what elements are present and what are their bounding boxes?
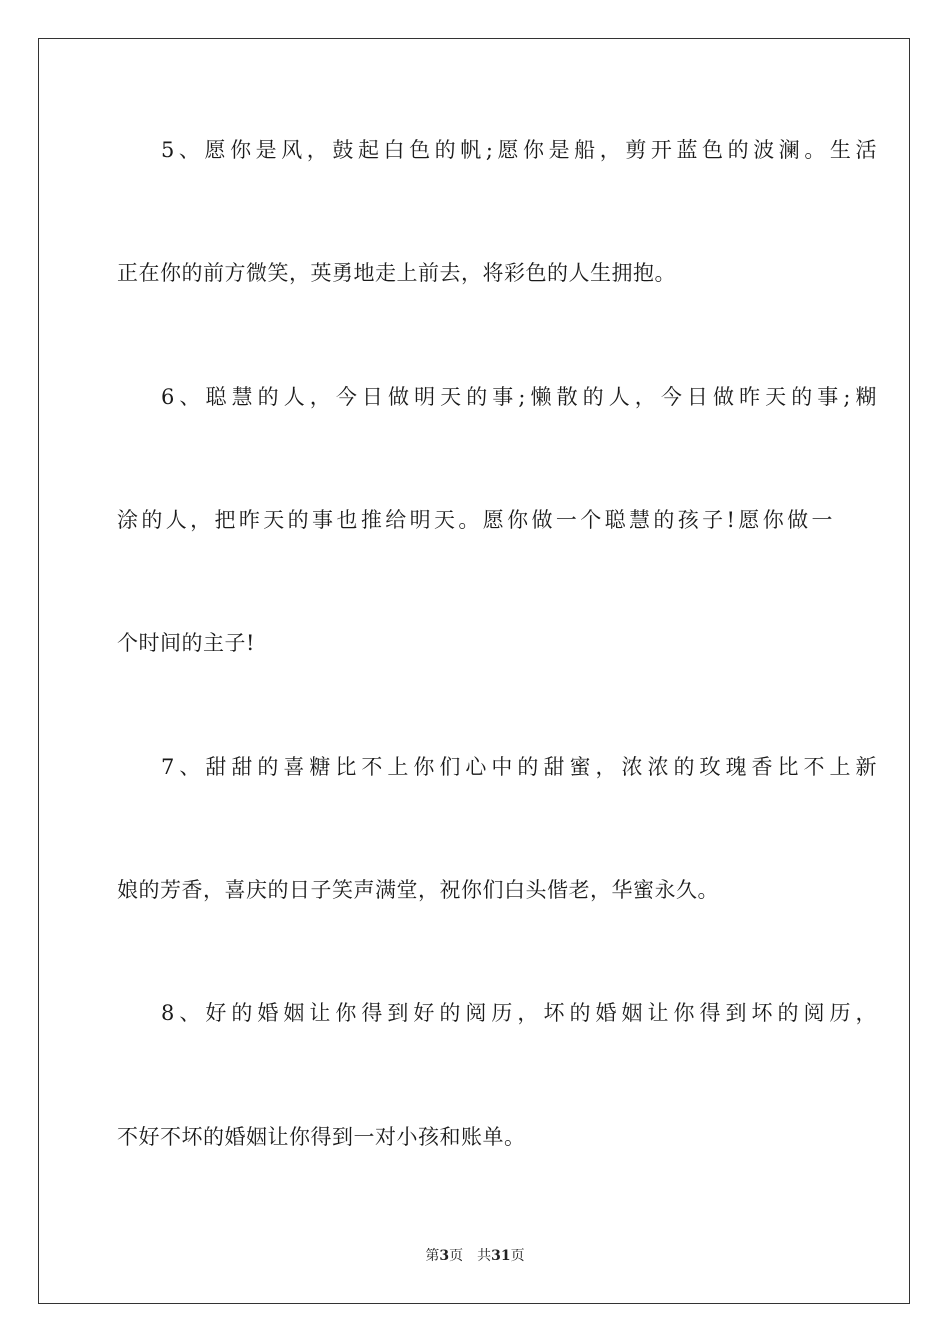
paragraph-7-line-1: 7、甜甜的喜糖比不上你们心中的甜蜜，浓浓的玫瑰香比不上新 bbox=[161, 755, 877, 779]
footer-total-suffix: 页 bbox=[510, 1248, 525, 1264]
paragraph-6-line-1: 6、聪慧的人，今日做明天的事;懒散的人，今日做昨天的事;糊 bbox=[161, 385, 877, 409]
footer-page-prefix: 第 bbox=[425, 1248, 440, 1264]
paragraph-8-line-2: 不好不坏的婚姻让你得到一对小孩和账单。 bbox=[117, 1125, 526, 1149]
paragraph-8-line-1: 8、好的婚姻让你得到好的阅历，坏的婚姻让你得到坏的阅历， bbox=[161, 1001, 877, 1025]
footer-page-suffix: 页 bbox=[449, 1248, 464, 1264]
page-footer bbox=[0, 1245, 950, 1265]
footer-page-number: 3 bbox=[439, 1248, 450, 1264]
paragraph-6-line-2: 涂的人，把昨天的事也推给明天。愿你做一个聪慧的孩子!愿你做一 bbox=[117, 508, 833, 532]
paragraph-6-line-3: 个时间的主子! bbox=[117, 631, 255, 655]
footer-total-pages: 31 bbox=[491, 1248, 511, 1264]
paragraph-5-line-2: 正在你的前方微笑，英勇地走上前去，将彩色的人生拥抱。 bbox=[117, 261, 676, 285]
paragraph-5-line-1: 5、愿你是风，鼓起白色的帆;愿你是船，剪开蓝色的波澜。生活 bbox=[161, 138, 877, 162]
footer-total-prefix: 共 bbox=[477, 1248, 492, 1264]
paragraph-7-line-2: 娘的芳香，喜庆的日子笑声满堂，祝你们白头偕老，华蜜永久。 bbox=[117, 878, 719, 902]
